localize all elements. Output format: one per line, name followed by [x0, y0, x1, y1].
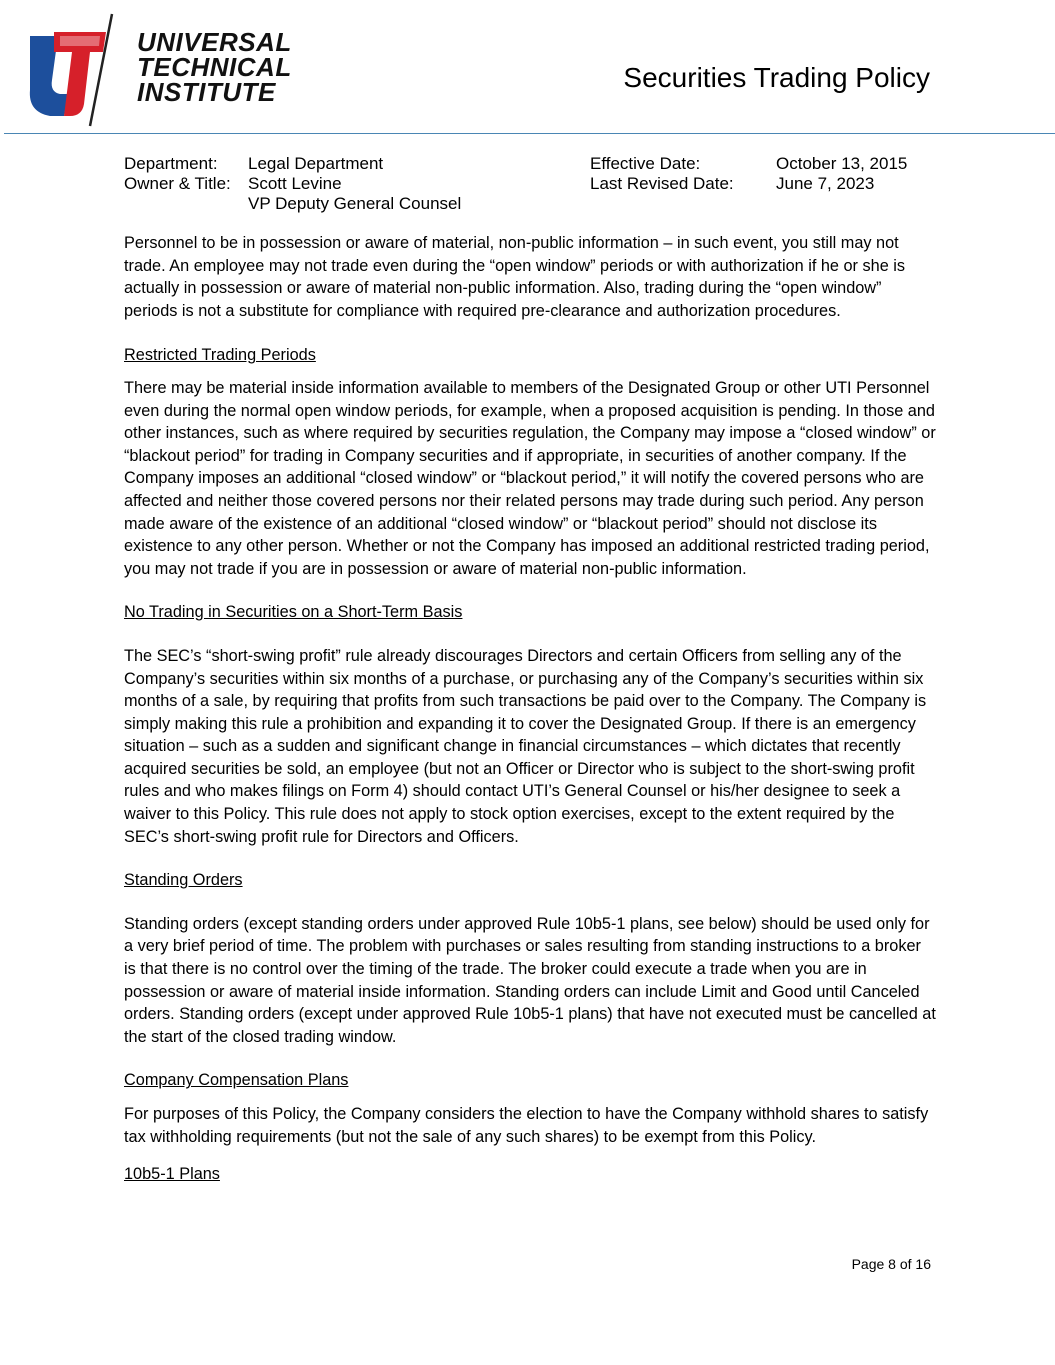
section-heading-compensation-plans: Company Compensation Plans: [124, 1071, 349, 1090]
owner-name: Scott Levine: [248, 174, 342, 193]
meta-labels-right: [590, 154, 734, 194]
section-heading-short-term: No Trading in Securities on a Short-Term Basis: [124, 603, 463, 622]
company-logo: [24, 12, 292, 128]
meta-values-left: [248, 154, 461, 214]
page-number: Page 8 of 16: [851, 1256, 931, 1272]
section-heading-standing-orders: Standing Orders: [124, 871, 243, 890]
document-title: Securities Trading Policy: [623, 62, 930, 93]
meta-labels-left: [124, 154, 231, 194]
logo-wordmark: UNIVERSAL TECHNICAL INSTITUTE: [137, 27, 292, 107]
revised-date-label: Last Revised Date:: [590, 174, 734, 193]
section-heading-10b5-1-plans: 10b5-1 Plans: [124, 1165, 220, 1184]
section-text-standing-orders: Standing orders (except standing orders under approved Rule 10b5-1 plans, see below) should be used only for a very brief period of time. The problem with purchases or sales resulting from standing instructions to a broker is that there is no control over the timing of the trade. The broker could execute a trade when you are in possession or aware of material inside information. Standing orders can include Limit and Good until Canceled orders. Standing orders (except under approved Rule 10b5-1 plans) that have not executed must be cancelled at the start of the closed trading window.: [124, 914, 936, 1046]
effective-date-value: October 13, 2015: [776, 154, 908, 173]
owner-title: VP Deputy General Counsel: [248, 194, 462, 213]
revised-date-value: June 7, 2023: [776, 174, 875, 193]
meta-values-right: [776, 154, 907, 194]
department-value: Legal Department: [248, 154, 384, 173]
header-divider: [4, 133, 1055, 134]
section-heading-restricted-trading: Restricted Trading Periods: [124, 346, 316, 365]
effective-date-label: Effective Date:: [590, 154, 701, 173]
section-text-restricted-trading: There may be material inside information available to members of the Designated Group or other UTI Personnel even during the normal open window periods, for example, when a proposed acquisition is pending. In those and other instances, such as where required by securities regulation, the Company may impose a “closed window” or “blackout period” for trading in Company securities and if appropriate, in securities of another company. If the Company imposes an additional “closed window” or “blackout period,” it will notify the covered persons who are affected and neither those covered persons nor their related persons may trade during such period. Any person made aware of the existence of an additional “closed window” or “blackout period” should not disclose its existence to any other person. Whether or not the Company has imposed an additional restricted trading period, you may not trade if you are in possession or aware of material non-public information.: [124, 378, 936, 578]
section-text-compensation-plans: For purposes of this Policy, the Company considers the election to have the Company withhold shares to satisfy tax withholding requirements (but not the sale of any such shares) to be exempt from this Policy.: [124, 1105, 929, 1146]
document-body: [124, 232, 936, 1186]
intro-paragraph: Personnel to be in possession or aware of material, non-public information – in such event, you still may not trade. An employee may not trade even during the “open window” periods or with authorization if he or she is actually in possession or aware of material non-public information. Also, trading during the “open window” periods is not a substitute for compliance with required pre-clearance and authorization procedures.: [124, 234, 906, 320]
department-label: Department:: [124, 154, 218, 173]
owner-label: Owner & Title:: [124, 174, 231, 193]
section-text-short-term: The SEC’s “short-swing profit” rule already discourages Directors and certain Officers from selling any of the Company’s securities within six months of a purchase, or purchasing any of the Company’s securities within six months of a sale, by requiring that profits from such transactions be paid over to the Company. The Company is simply making this rule a prohibition and expanding it to cover the Designated Group. If there is an emergency situation – such as a sudden and significant change in financial circumstances – which dictates that recently acquired securities be sold, an employee (but not an Officer or Director who is subject to the short-swing profit rules and who makes filings on Form 4) should contact UTI’s General Counsel or his/her designee to seek a waiver to this Policy. This rule does not apply to stock option exercises, except to the extent required by the SEC’s short-swing profit rule for Directors and Officers.: [124, 646, 927, 846]
uti-emblem-icon: [24, 12, 114, 128]
